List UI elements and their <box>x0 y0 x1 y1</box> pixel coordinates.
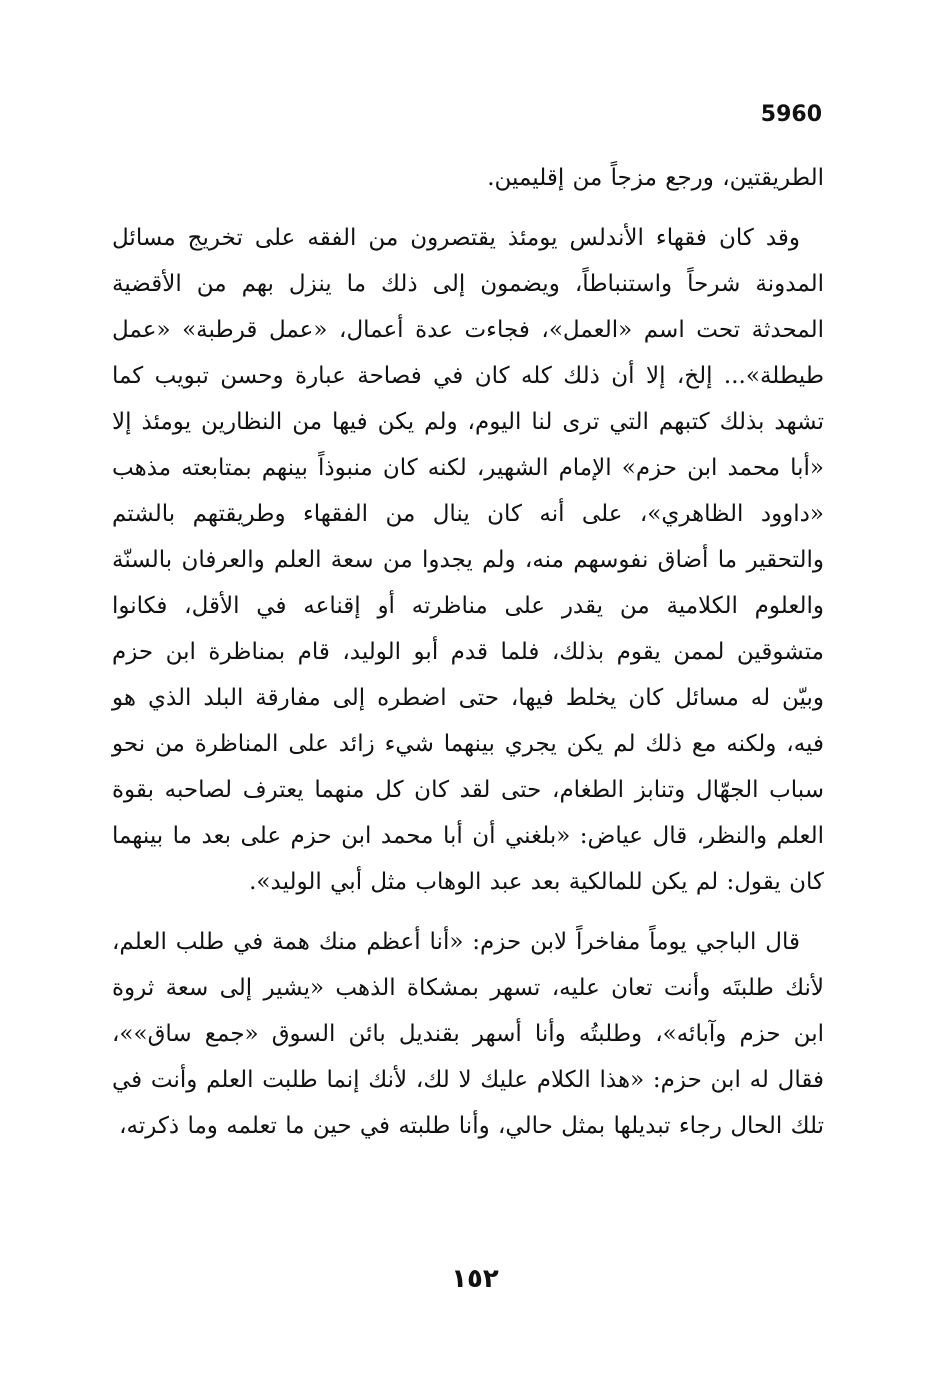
paragraph-continuation: الطريقتين، ورجع مزجاً من إقليمين. <box>487 165 824 191</box>
paragraph-andalus-jurists: وقد كان فقهاء الأندلس يومئذ يقتصرون من الفقه على تخريج مسائل المدونة شرحاً واستنباطاً، ويضمون إلى ذلك ما ينزل بهم من الأقضية المحدثة تحت اسم «العمل»، فجاءت عدة أعمال، «عمل قرطبة» «عمل طيطلة»... إلخ، إلا أن ذلك كله كان في فصاحة عبارة وحسن تبويب كما تشهد بذلك كتبهم التي ترى لنا اليوم، ولم يكن فيها من النظارين يومئذ إلا «أبا محمد ابن حزم» الإمام الشهير، لكنه كان منبوذاً بينهم بمتابعته مذهب «داوود الظاهري»، على أنه كان ينال من الفقهاء وطريقتهم بالشتم والتحقير ما أضاق نفوسهم منه، ولم يجدوا من سعة العلم والعرفان بالسنّة والعلوم الكلامية من يقدر على مناظرته أو إقناعه في الأقل، فكانوا متشوقين لممن يقوم بذلك، فلما قدم أبو الوليد، قام بمناظرة ابن حزم وبيّن له مسائل كان يخلط فيها، حتى اضطره إلى مفارقة البلد الذي هو فيه، ولكنه مع ذلك لم يكن يجري بينهما شيء زائد على المناظرة من نحو سباب الجهّال وتنابز الطغام، حتى لقد كان كل منهما يعترف لصاحبه بقوة العلم والنظر، قال عياض: «بلغني أن أبا محمد ابن حزم على بعد ما بينهما كان يقول: لم يكن للمالكية بعد عبد الوهاب مثل أبي الوليد». <box>112 225 824 895</box>
body-text <box>112 155 824 1149</box>
paragraph-baji-ibn-hazm: قال الباجي يوماً مفاخراً لابن حزم: «أنا أعظم منك همة في طلب العلم، لأنك طلبتَه وأنت تعان عليه، تسهر بمشكاة الذهب «يشير إلى سعة ثروة ابن حزم وآبائه»، وطلبتُه وأنا أسهر بقنديل بائن السوق «جمع ساق»»، فقال له ابن حزم: «هذا الكلام عليك لا لك، لأنك إنما طلبت العلم وأنت في تلك الحال رجاء تبديلها بمثل حالي، وأنا طلبته في حين ما تعلمه وما ذكرته، <box>112 929 824 1139</box>
folio-code: 5960 <box>760 102 822 127</box>
page-number: ١٥٢ <box>451 1264 499 1294</box>
